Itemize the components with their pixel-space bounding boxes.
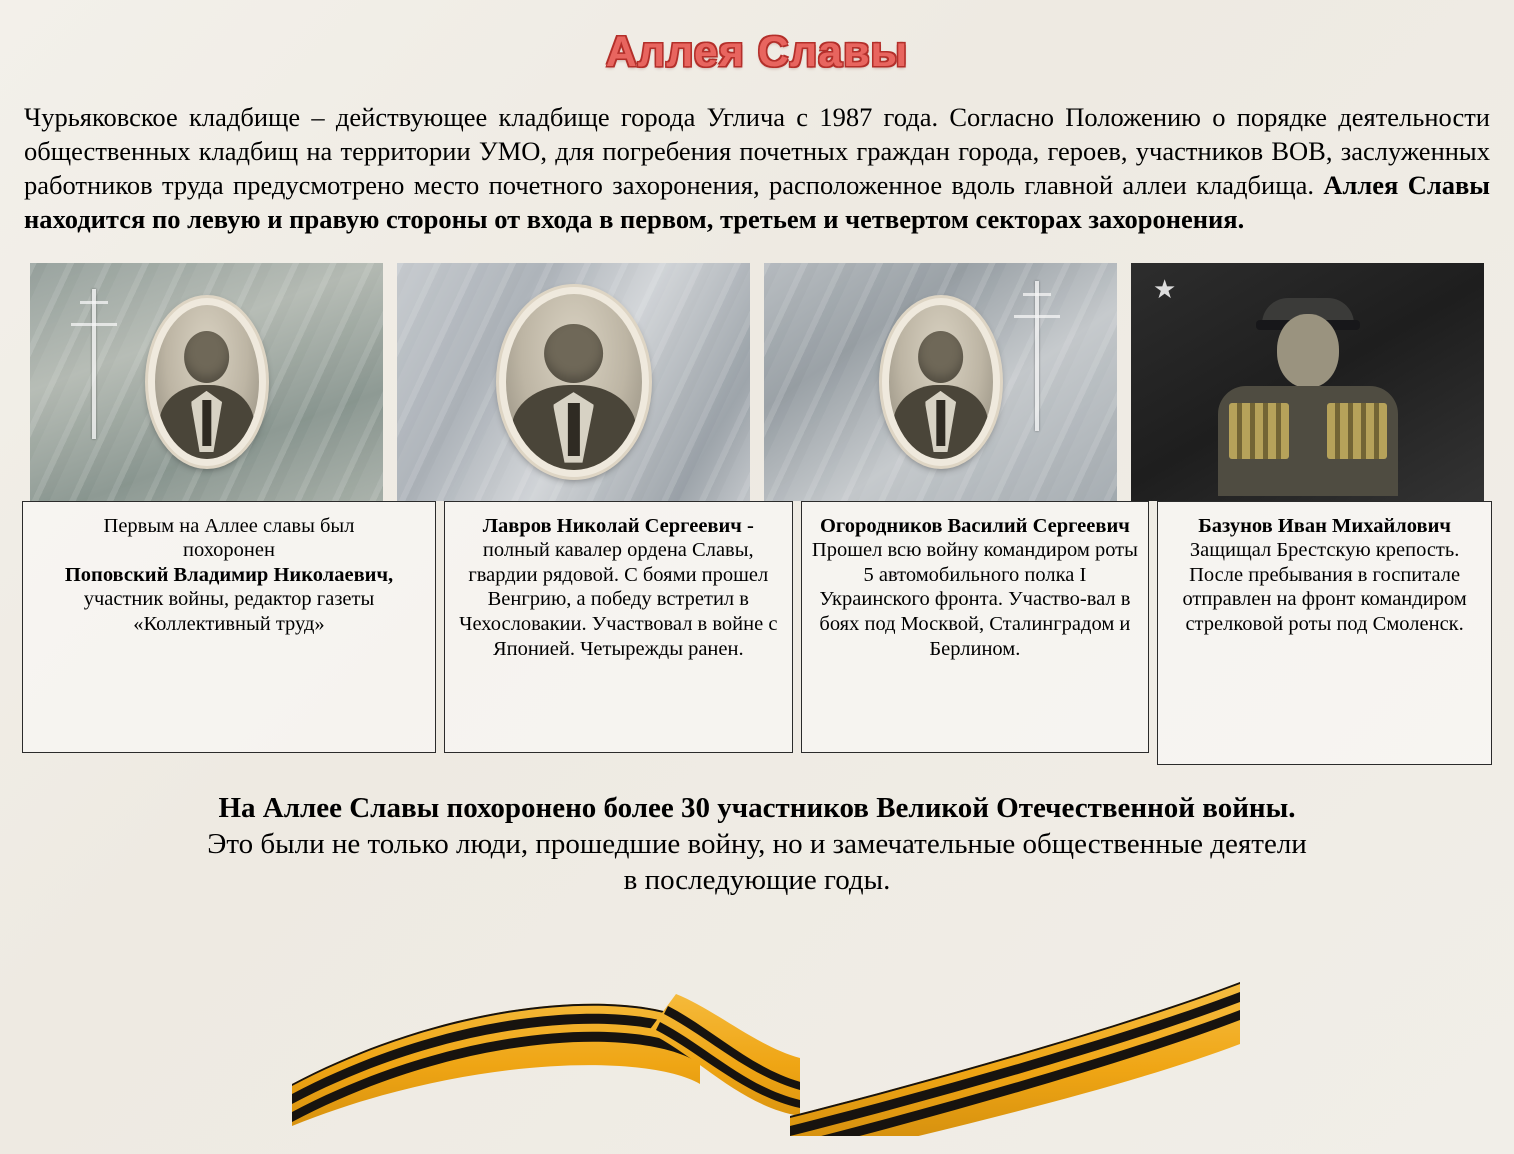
orthodox-cross-icon xyxy=(92,289,96,439)
caption-popovskiy xyxy=(22,501,436,753)
medals-icon xyxy=(1327,403,1387,459)
closing-line-1: На Аллее Славы похоронено более 30 участников Великой Отечественной войны. xyxy=(218,791,1296,824)
star-icon: ★ xyxy=(1153,274,1177,304)
portrait-oval-plaque xyxy=(148,298,266,466)
closing-line-2: Это были не только люди, прошедшие войну, но и замечательные общественные деятели xyxy=(207,827,1307,860)
caption-ogorodnikov xyxy=(801,501,1150,753)
caption-line: похоронен xyxy=(182,539,275,562)
portrait-tie-shape xyxy=(936,400,945,446)
closing-paragraph xyxy=(40,791,1474,899)
caption-line: участник войны, редактор газеты xyxy=(83,588,375,611)
caption-row xyxy=(22,501,1492,765)
caption-text: полный кавалер ордена Славы, гвардии рядовой. С боями прошел Венгрию, а победу встретил в Чехословакии. Участвовал в войне с Японией. Четырежды ранен. xyxy=(459,539,778,660)
caption-name: Огородников Василий Сергеевич xyxy=(819,514,1130,537)
officer-portrait xyxy=(1203,277,1413,487)
photo-gravestone-ogorodnikov xyxy=(764,263,1117,501)
caption-text: Прошел всю войну командиром роты 5 автомобильного полка I Украинского фронта. Участво-вал в боях под Москвой, Сталинградом и Берлином. xyxy=(811,539,1138,660)
intro-text-normal: Чурьяковское кладбище – действующее кладбище города Углича с 1987 года. Согласно Положению о порядке деятельности общественных кладбищ на территории УМО, для погребения почетных граждан города, героев, участников ВОВ, заслуженных работников труда предусмотрено место почетного захоронения, расположенное вдоль главной аллеи кладбища. xyxy=(24,102,1490,200)
intro-paragraph xyxy=(24,101,1490,237)
caption-bazunov xyxy=(1157,501,1492,765)
caption-text: Защищал Брестскую крепость. После пребывания в госпитале отправлен на фронт командиром стрелковой роты под Смоленск. xyxy=(1182,539,1467,635)
photo-portrait-bazunov xyxy=(1131,263,1484,501)
page-title: Аллея Славы xyxy=(605,28,909,76)
portrait-image xyxy=(155,305,259,459)
caption-line: «Коллективный труд» xyxy=(133,613,325,635)
photo-strip xyxy=(30,263,1484,501)
portrait-tie-shape xyxy=(567,403,579,456)
portrait-tie-shape xyxy=(202,400,211,446)
portrait-oval-plaque xyxy=(499,287,649,477)
caption-name: Базунов Иван Михайлович xyxy=(1198,514,1451,537)
caption-line: Первым на Аллее славы был xyxy=(103,514,355,537)
medals-icon xyxy=(1229,403,1289,459)
photo-gravestone-popovskiy xyxy=(30,263,383,501)
closing-line-3: в последующие годы. xyxy=(623,863,891,896)
st-george-ribbon xyxy=(0,966,1514,1136)
portrait-oval-plaque xyxy=(882,298,1000,466)
portrait-head-shape xyxy=(918,331,964,383)
portrait-image xyxy=(506,294,642,470)
portrait-image xyxy=(889,305,993,459)
officer-head-shape xyxy=(1277,314,1339,388)
photo-gravestone-lavrov xyxy=(397,263,750,501)
intro-text-bold: Аллея Славы находится по левую и правую стороны от входа в первом, третьем и четвертом секторах захоронения. xyxy=(24,169,1490,234)
caption-lavrov xyxy=(444,501,793,753)
portrait-head-shape xyxy=(544,324,604,384)
orthodox-cross-icon xyxy=(1035,281,1039,431)
caption-name: Лавров Николай Сергеевич - xyxy=(482,514,754,537)
caption-name: Поповский Владимир Николаевич, xyxy=(64,563,394,586)
portrait-head-shape xyxy=(184,331,230,383)
